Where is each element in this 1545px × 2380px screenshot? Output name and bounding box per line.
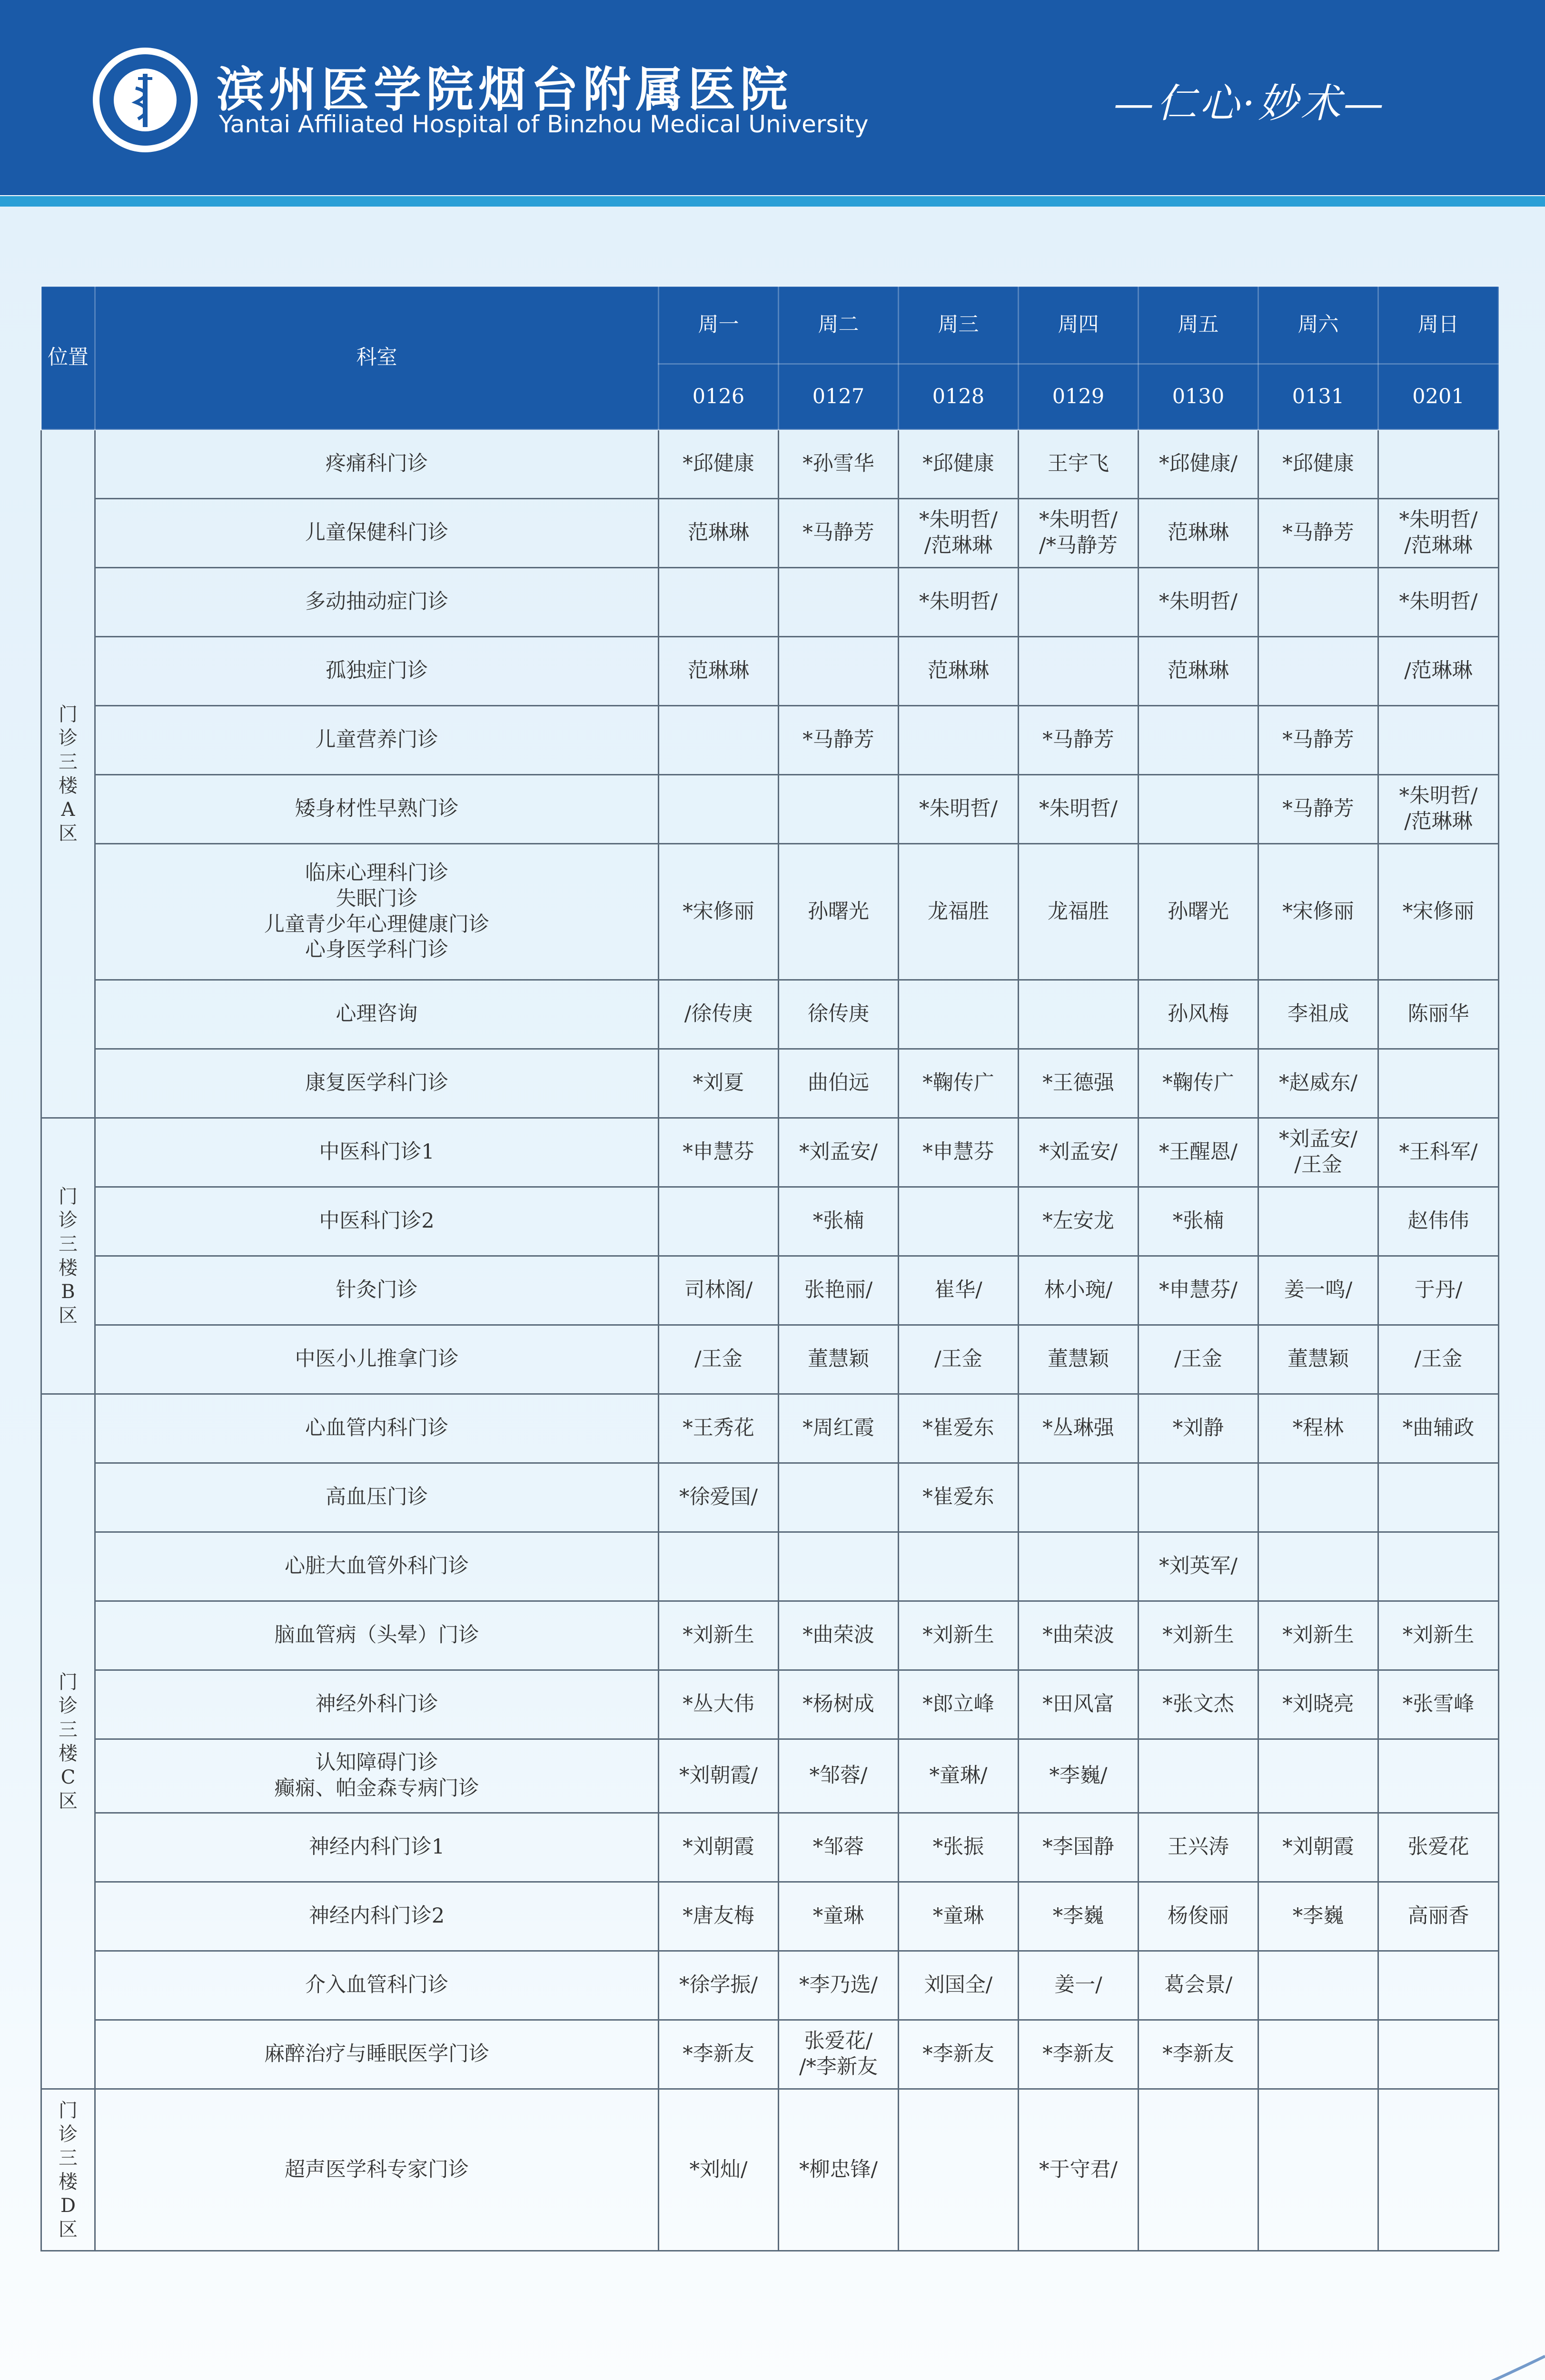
doctor-cell: 范琳琳 bbox=[659, 637, 779, 706]
doctor-cell bbox=[1258, 1739, 1378, 1813]
doctor-cell: *曲荣波 bbox=[1019, 1601, 1139, 1670]
column-header-department: 科室 bbox=[95, 287, 659, 430]
doctor-cell bbox=[1139, 706, 1258, 775]
doctor-cell: 张爱花 bbox=[1378, 1813, 1499, 1882]
doctor-cell: *朱明哲/ bbox=[1139, 568, 1258, 637]
doctor-cell: *邱健康 bbox=[899, 430, 1019, 499]
doctor-cell: *童琳 bbox=[899, 1882, 1019, 1951]
doctor-cell: *申慧芬/ bbox=[1139, 1256, 1258, 1325]
doctor-cell: /王金 bbox=[1378, 1325, 1499, 1394]
department-name: 中医小儿推拿门诊 bbox=[95, 1325, 659, 1394]
doctor-cell: 孙曙光 bbox=[1139, 844, 1258, 980]
doctor-cell: *唐友梅 bbox=[659, 1882, 779, 1951]
department-name: 神经外科门诊 bbox=[95, 1670, 659, 1739]
doctor-cell: *李巍 bbox=[1019, 1882, 1139, 1951]
doctor-cell: 司林阁/ bbox=[659, 1256, 779, 1325]
header-stripe bbox=[0, 196, 1545, 207]
doctor-cell: 龙福胜 bbox=[1019, 844, 1139, 980]
doctor-cell: *柳忠锋/ bbox=[779, 2089, 899, 2251]
doctor-cell bbox=[899, 1187, 1019, 1256]
zone-label: 门 诊 三 楼 D 区 bbox=[41, 2089, 95, 2251]
doctor-cell: *张雪峰 bbox=[1378, 1670, 1499, 1739]
header-row-days bbox=[41, 287, 1499, 364]
department-name: 认知障碍门诊 癫痫、帕金森专病门诊 bbox=[95, 1739, 659, 1813]
department-name: 孤独症门诊 bbox=[95, 637, 659, 706]
doctor-cell: 孙曙光 bbox=[779, 844, 899, 980]
doctor-cell: *张文杰 bbox=[1139, 1670, 1258, 1739]
doctor-cell bbox=[1019, 568, 1139, 637]
doctor-cell bbox=[1378, 1739, 1499, 1813]
department-name: 脑血管病（头晕）门诊 bbox=[95, 1601, 659, 1670]
doctor-cell bbox=[659, 775, 779, 844]
column-header-location: 位置 bbox=[41, 287, 95, 430]
doctor-cell: *田风富 bbox=[1019, 1670, 1139, 1739]
doctor-cell bbox=[1019, 637, 1139, 706]
doctor-cell: *邱健康 bbox=[659, 430, 779, 499]
doctor-cell: 赵伟伟 bbox=[1378, 1187, 1499, 1256]
doctor-cell bbox=[1258, 2020, 1378, 2089]
zone-label: 门 诊 三 楼 C 区 bbox=[41, 1394, 95, 2089]
doctor-cell: *张楠 bbox=[1139, 1187, 1258, 1256]
doctor-cell bbox=[1139, 1463, 1258, 1532]
table-row bbox=[41, 568, 1499, 637]
department-name: 疼痛科门诊 bbox=[95, 430, 659, 499]
slogan: —仁心·妙术— bbox=[1114, 80, 1387, 127]
doctor-cell bbox=[1378, 706, 1499, 775]
column-header-date: 0128 bbox=[899, 364, 1019, 430]
doctor-cell: *徐爱国/ bbox=[659, 1463, 779, 1532]
hospital-name-cn: 滨州医学院烟台附属医院 bbox=[217, 61, 792, 118]
column-header-day: 周一 bbox=[659, 287, 779, 364]
doctor-cell: *丛琳强 bbox=[1019, 1394, 1139, 1463]
doctor-cell: *王秀花 bbox=[659, 1394, 779, 1463]
doctor-cell bbox=[779, 1463, 899, 1532]
doctor-cell: *马静芳 bbox=[1258, 706, 1378, 775]
column-header-date: 0131 bbox=[1258, 364, 1378, 430]
doctor-cell: 姜一鸣/ bbox=[1258, 1256, 1378, 1325]
department-name: 神经内科门诊1 bbox=[95, 1813, 659, 1882]
doctor-cell: *王德强 bbox=[1019, 1049, 1139, 1118]
table-row bbox=[41, 2020, 1499, 2089]
doctor-cell: *刘灿/ bbox=[659, 2089, 779, 2251]
department-name: 心脏大血管外科门诊 bbox=[95, 1532, 659, 1601]
doctor-cell: 范琳琳 bbox=[1139, 637, 1258, 706]
doctor-cell: 董慧颖 bbox=[1019, 1325, 1139, 1394]
doctor-cell bbox=[1258, 1951, 1378, 2020]
table-row bbox=[41, 1463, 1499, 1532]
doctor-cell bbox=[779, 775, 899, 844]
doctor-cell: *李巍/ bbox=[1019, 1739, 1139, 1813]
doctor-cell: *崔爱东 bbox=[899, 1394, 1019, 1463]
doctor-cell: *朱明哲/ /范琳琳 bbox=[1378, 499, 1499, 568]
doctor-cell: 姜一/ bbox=[1019, 1951, 1139, 2020]
department-name: 康复医学科门诊 bbox=[95, 1049, 659, 1118]
doctor-cell: *朱明哲/ /范琳琳 bbox=[1378, 775, 1499, 844]
column-header-day: 周六 bbox=[1258, 287, 1378, 364]
doctor-cell: *马静芳 bbox=[1258, 499, 1378, 568]
clinic-schedule-table bbox=[40, 286, 1499, 2251]
table-row bbox=[41, 1813, 1499, 1882]
table-row bbox=[41, 844, 1499, 980]
doctor-cell: 李祖成 bbox=[1258, 980, 1378, 1049]
doctor-cell bbox=[659, 568, 779, 637]
department-name: 临床心理科门诊 失眠门诊 儿童青少年心理健康门诊 心身医学科门诊 bbox=[95, 844, 659, 980]
doctor-cell bbox=[1378, 2020, 1499, 2089]
doctor-cell bbox=[1258, 1532, 1378, 1601]
hospital-name-en: Yantai Affiliated Hospital of Binzhou Medical University bbox=[219, 110, 869, 138]
doctor-cell: /王金 bbox=[659, 1325, 779, 1394]
doctor-cell: 范琳琳 bbox=[659, 499, 779, 568]
doctor-cell: *邱健康/ bbox=[1139, 430, 1258, 499]
doctor-cell: *邹蓉 bbox=[779, 1813, 899, 1882]
doctor-cell: 张艳丽/ bbox=[779, 1256, 899, 1325]
doctor-cell: *李乃选/ bbox=[779, 1951, 899, 2020]
doctor-cell: *郎立峰 bbox=[899, 1670, 1019, 1739]
column-header-day: 周二 bbox=[779, 287, 899, 364]
doctor-cell: *朱明哲/ bbox=[1019, 775, 1139, 844]
doctor-cell: 王宇飞 bbox=[1019, 430, 1139, 499]
doctor-cell: 杨俊丽 bbox=[1139, 1882, 1258, 1951]
doctor-cell bbox=[1258, 1463, 1378, 1532]
doctor-cell: *刘英军/ bbox=[1139, 1532, 1258, 1601]
doctor-cell: *朱明哲/ bbox=[1378, 568, 1499, 637]
doctor-cell bbox=[779, 1532, 899, 1601]
doctor-cell: 林小琬/ bbox=[1019, 1256, 1139, 1325]
doctor-cell bbox=[1378, 430, 1499, 499]
department-name: 神经内科门诊2 bbox=[95, 1882, 659, 1951]
doctor-cell: *刘孟安/ bbox=[1019, 1118, 1139, 1187]
doctor-cell: *李新友 bbox=[1019, 2020, 1139, 2089]
column-header-day: 周三 bbox=[899, 287, 1019, 364]
table-row bbox=[41, 1670, 1499, 1739]
doctor-cell: 于丹/ bbox=[1378, 1256, 1499, 1325]
column-header-day: 周四 bbox=[1019, 287, 1139, 364]
hospital-logo-icon bbox=[90, 45, 200, 155]
doctor-cell: *刘新生 bbox=[659, 1601, 779, 1670]
doctor-cell: *于守君/ bbox=[1019, 2089, 1139, 2251]
doctor-cell: *刘新生 bbox=[1258, 1601, 1378, 1670]
column-header-date: 0201 bbox=[1378, 364, 1499, 430]
doctor-cell: 高丽香 bbox=[1378, 1882, 1499, 1951]
doctor-cell bbox=[659, 706, 779, 775]
doctor-cell: 董慧颖 bbox=[779, 1325, 899, 1394]
doctor-cell bbox=[1378, 1463, 1499, 1532]
doctor-cell: *刘朝霞 bbox=[1258, 1813, 1378, 1882]
doctor-cell: *李新友 bbox=[659, 2020, 779, 2089]
doctor-cell: 曲伯远 bbox=[779, 1049, 899, 1118]
table-row bbox=[41, 1325, 1499, 1394]
doctor-cell: *宋修丽 bbox=[659, 844, 779, 980]
doctor-cell: /徐传庚 bbox=[659, 980, 779, 1049]
doctor-cell: *童琳 bbox=[779, 1882, 899, 1951]
department-name: 多动抽动症门诊 bbox=[95, 568, 659, 637]
department-name: 儿童营养门诊 bbox=[95, 706, 659, 775]
doctor-cell: 范琳琳 bbox=[899, 637, 1019, 706]
doctor-cell: 崔华/ bbox=[899, 1256, 1019, 1325]
doctor-cell: *朱明哲/ bbox=[899, 775, 1019, 844]
department-name: 中医科门诊2 bbox=[95, 1187, 659, 1256]
doctor-cell bbox=[1378, 1951, 1499, 2020]
doctor-cell: *丛大伟 bbox=[659, 1670, 779, 1739]
decorative-waves bbox=[0, 2213, 1545, 2380]
doctor-cell: *马静芳 bbox=[779, 499, 899, 568]
doctor-cell: *杨树成 bbox=[779, 1670, 899, 1739]
table-row bbox=[41, 706, 1499, 775]
doctor-cell bbox=[899, 706, 1019, 775]
department-name: 中医科门诊1 bbox=[95, 1118, 659, 1187]
table-row bbox=[41, 1394, 1499, 1463]
doctor-cell: *刘新生 bbox=[899, 1601, 1019, 1670]
table-row bbox=[41, 1256, 1499, 1325]
column-header-day: 周五 bbox=[1139, 287, 1258, 364]
column-header-date: 0129 bbox=[1019, 364, 1139, 430]
doctor-cell: 葛会景/ bbox=[1139, 1951, 1258, 2020]
department-name: 介入血管科门诊 bbox=[95, 1951, 659, 2020]
doctor-cell: *童琳/ bbox=[899, 1739, 1019, 1813]
doctor-cell: *刘孟安/ /王金 bbox=[1258, 1118, 1378, 1187]
doctor-cell: /范琳琳 bbox=[1378, 637, 1499, 706]
doctor-cell: *朱明哲/ bbox=[899, 568, 1019, 637]
doctor-cell: *朱明哲/ /*马静芳 bbox=[1019, 499, 1139, 568]
doctor-cell: 范琳琳 bbox=[1139, 499, 1258, 568]
doctor-cell: *徐学振/ bbox=[659, 1951, 779, 2020]
doctor-cell: *刘新生 bbox=[1378, 1601, 1499, 1670]
table-row bbox=[41, 1951, 1499, 2020]
doctor-cell bbox=[1019, 1532, 1139, 1601]
doctor-cell: *宋修丽 bbox=[1258, 844, 1378, 980]
doctor-cell: *李新友 bbox=[1139, 2020, 1258, 2089]
doctor-cell: *左安龙 bbox=[1019, 1187, 1139, 1256]
doctor-cell: 王兴涛 bbox=[1139, 1813, 1258, 1882]
doctor-cell: *曲荣波 bbox=[779, 1601, 899, 1670]
doctor-cell: /王金 bbox=[899, 1325, 1019, 1394]
doctor-cell: /王金 bbox=[1139, 1325, 1258, 1394]
doctor-cell: *王醒恩/ bbox=[1139, 1118, 1258, 1187]
department-name: 高血压门诊 bbox=[95, 1463, 659, 1532]
table-row bbox=[41, 980, 1499, 1049]
doctor-cell bbox=[1139, 1739, 1258, 1813]
doctor-cell: *刘晓亮 bbox=[1258, 1670, 1378, 1739]
doctor-cell: *刘朝霞 bbox=[659, 1813, 779, 1882]
doctor-cell: 董慧颖 bbox=[1258, 1325, 1378, 1394]
doctor-cell: *李巍 bbox=[1258, 1882, 1378, 1951]
table-row bbox=[41, 1739, 1499, 1813]
table-row bbox=[41, 1049, 1499, 1118]
zone-label: 门 诊 三 楼 B 区 bbox=[41, 1118, 95, 1394]
doctor-cell bbox=[779, 568, 899, 637]
doctor-cell bbox=[1258, 568, 1378, 637]
doctor-cell: *李国静 bbox=[1019, 1813, 1139, 1882]
column-header-date: 0130 bbox=[1139, 364, 1258, 430]
doctor-cell: *刘孟安/ bbox=[779, 1118, 899, 1187]
doctor-cell bbox=[1019, 1463, 1139, 1532]
department-name: 矮身材性早熟门诊 bbox=[95, 775, 659, 844]
doctor-cell bbox=[899, 980, 1019, 1049]
doctor-cell: *崔爱东 bbox=[899, 1463, 1019, 1532]
doctor-cell: *曲辅政 bbox=[1378, 1394, 1499, 1463]
table-row bbox=[41, 430, 1499, 499]
zone-label: 门 诊 三 楼 A 区 bbox=[41, 430, 95, 1118]
doctor-cell bbox=[1258, 637, 1378, 706]
department-name: 麻醉治疗与睡眠医学门诊 bbox=[95, 2020, 659, 2089]
schedule-body bbox=[41, 430, 1499, 2251]
doctor-cell: *邹蓉/ bbox=[779, 1739, 899, 1813]
table-row bbox=[41, 1187, 1499, 1256]
doctor-cell: *周红霞 bbox=[779, 1394, 899, 1463]
doctor-cell: *张振 bbox=[899, 1813, 1019, 1882]
column-header-date: 0127 bbox=[779, 364, 899, 430]
doctor-cell bbox=[899, 1532, 1019, 1601]
table-row bbox=[41, 775, 1499, 844]
doctor-cell: *刘夏 bbox=[659, 1049, 779, 1118]
doctor-cell bbox=[1139, 775, 1258, 844]
doctor-cell: *刘朝霞/ bbox=[659, 1739, 779, 1813]
doctor-cell: *申慧芬 bbox=[659, 1118, 779, 1187]
department-name: 心理咨询 bbox=[95, 980, 659, 1049]
doctor-cell: *鞠传广 bbox=[1139, 1049, 1258, 1118]
doctor-cell: 张爱花/ /*李新友 bbox=[779, 2020, 899, 2089]
doctor-cell: 龙福胜 bbox=[899, 844, 1019, 980]
table-row bbox=[41, 1532, 1499, 1601]
doctor-cell: *申慧芬 bbox=[899, 1118, 1019, 1187]
doctor-cell: *朱明哲/ /范琳琳 bbox=[899, 499, 1019, 568]
doctor-cell: *王科军/ bbox=[1378, 1118, 1499, 1187]
doctor-cell: *马静芳 bbox=[1019, 706, 1139, 775]
doctor-cell bbox=[1378, 1049, 1499, 1118]
table-row bbox=[41, 1882, 1499, 1951]
doctor-cell: 刘国全/ bbox=[899, 1951, 1019, 2020]
doctor-cell: *马静芳 bbox=[1258, 775, 1378, 844]
doctor-cell: 孙风梅 bbox=[1139, 980, 1258, 1049]
doctor-cell: *邱健康 bbox=[1258, 430, 1378, 499]
department-name: 超声医学科专家门诊 bbox=[95, 2089, 659, 2251]
doctor-cell: *孙雪华 bbox=[779, 430, 899, 499]
column-header-day: 周日 bbox=[1378, 287, 1499, 364]
doctor-cell: *宋修丽 bbox=[1378, 844, 1499, 980]
doctor-cell: *赵威东/ bbox=[1258, 1049, 1378, 1118]
table-row bbox=[41, 499, 1499, 568]
department-name: 心血管内科门诊 bbox=[95, 1394, 659, 1463]
doctor-cell: *张楠 bbox=[779, 1187, 899, 1256]
doctor-cell bbox=[1258, 1187, 1378, 1256]
doctor-cell: 徐传庚 bbox=[779, 980, 899, 1049]
doctor-cell: *鞠传广 bbox=[899, 1049, 1019, 1118]
doctor-cell: *马静芳 bbox=[779, 706, 899, 775]
doctor-cell: *刘静 bbox=[1139, 1394, 1258, 1463]
table-row bbox=[41, 1118, 1499, 1187]
table-row bbox=[41, 1601, 1499, 1670]
doctor-cell bbox=[1019, 980, 1139, 1049]
doctor-cell bbox=[779, 637, 899, 706]
doctor-cell: *程林 bbox=[1258, 1394, 1378, 1463]
department-name: 针灸门诊 bbox=[95, 1256, 659, 1325]
column-header-date: 0126 bbox=[659, 364, 779, 430]
doctor-cell: 陈丽华 bbox=[1378, 980, 1499, 1049]
doctor-cell bbox=[659, 1532, 779, 1601]
doctor-cell bbox=[1378, 1532, 1499, 1601]
doctor-cell: *李新友 bbox=[899, 2020, 1019, 2089]
table-row bbox=[41, 637, 1499, 706]
header-banner bbox=[0, 0, 1545, 195]
doctor-cell: *刘新生 bbox=[1139, 1601, 1258, 1670]
doctor-cell bbox=[659, 1187, 779, 1256]
department-name: 儿童保健科门诊 bbox=[95, 499, 659, 568]
